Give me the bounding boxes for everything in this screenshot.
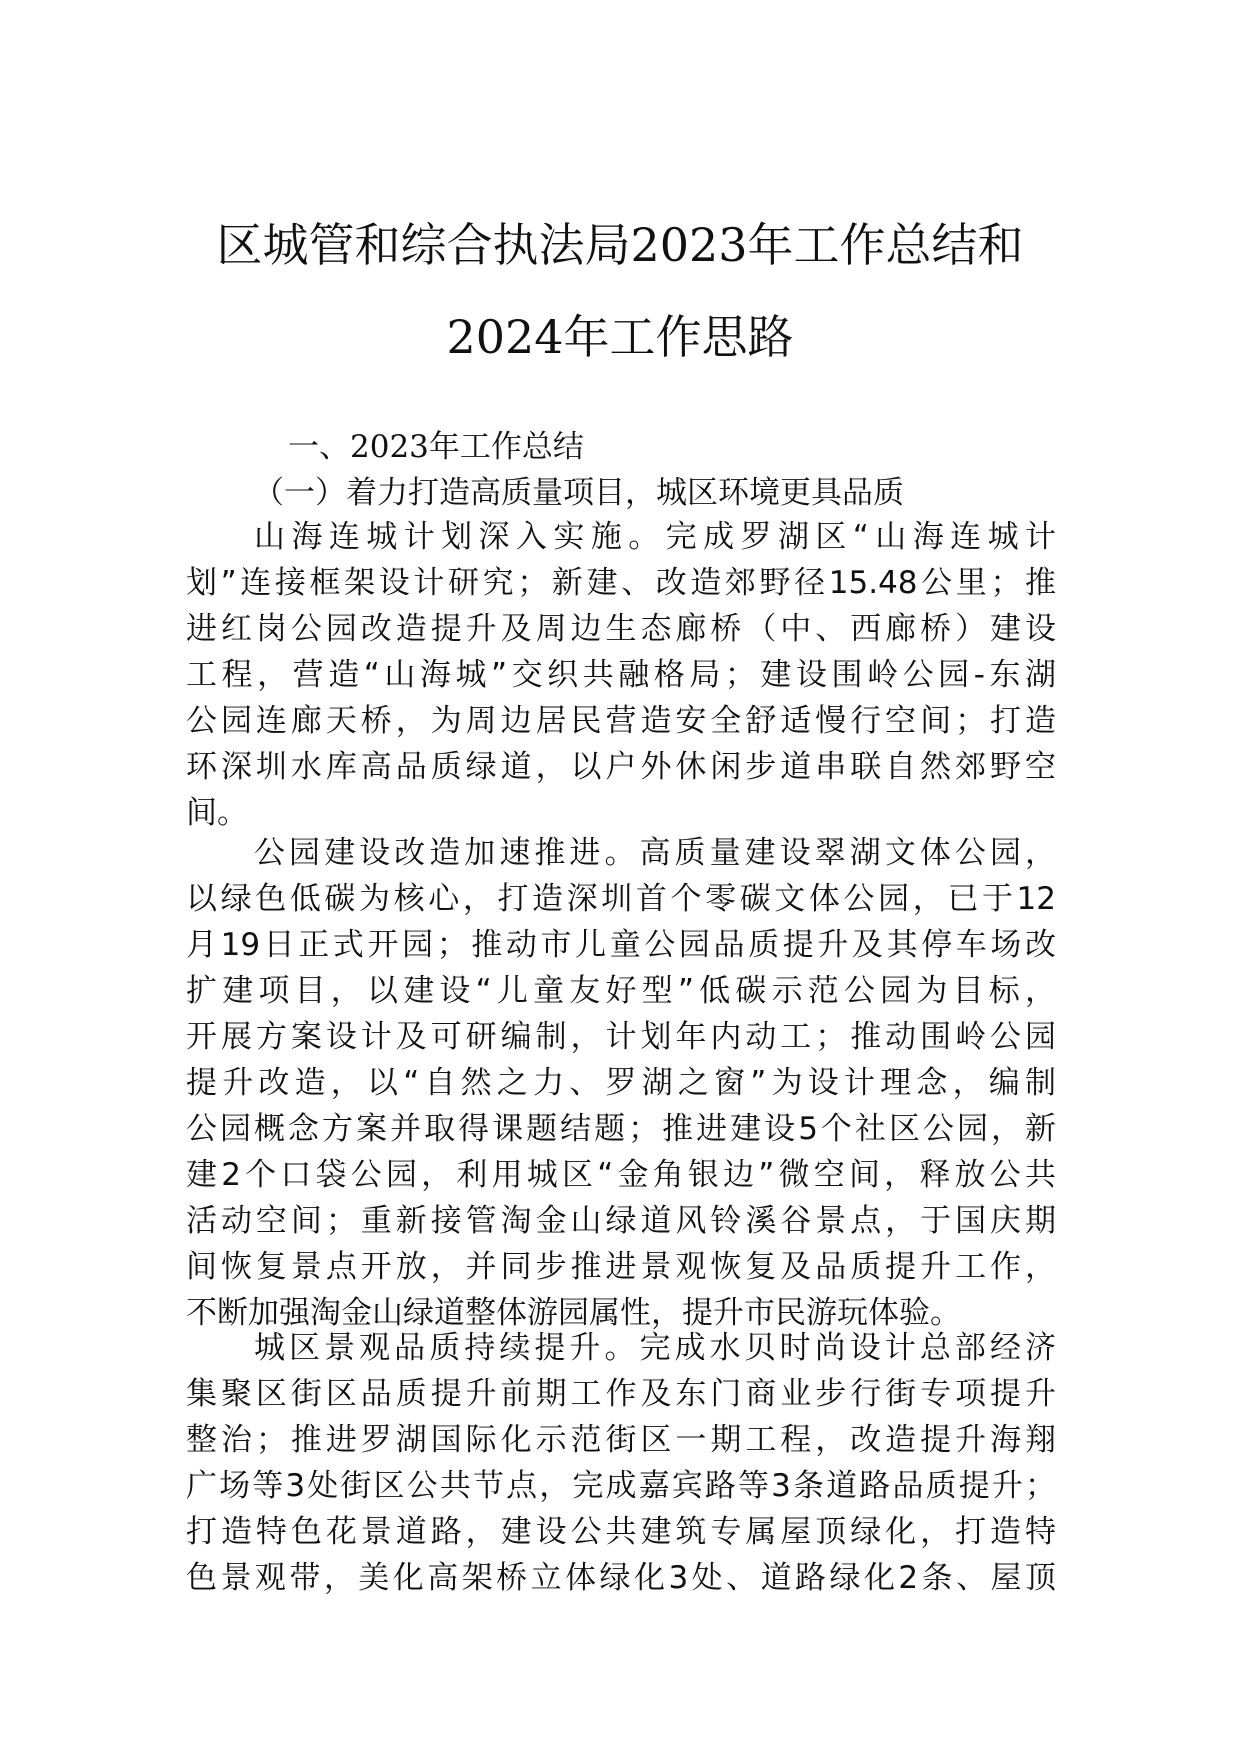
- section-heading: 一、2023年工作总结: [288, 429, 584, 465]
- subsection-heading: （一）着力打造高质量项目，城区环境更具品质: [253, 475, 904, 511]
- document-title-line-2: 2024年工作思路: [446, 310, 794, 364]
- paragraph-line: 公园连廊天桥，为周边居民营造安全舒适慢行空间；打造: [186, 703, 1056, 739]
- paragraph-line: 公园建设改造加速推进。高质量建设翠湖文体公园，: [254, 835, 1056, 871]
- paragraph-line: 间恢复景点开放，并同步推进景观恢复及品质提升工作，: [186, 1249, 1056, 1285]
- paragraph-line: 活动空间；重新接管淘金山绿道风铃溪谷景点，于国庆期: [186, 1203, 1056, 1239]
- paragraph-line: 整治；推进罗湖国际化示范街区一期工程，改造提升海翔: [186, 1422, 1056, 1458]
- paragraph-line: 开展方案设计及可研编制，计划年内动工；推动围岭公园: [186, 1019, 1056, 1055]
- paragraph-line: 提升改造，以“自然之力、罗湖之窗”为设计理念，编制: [186, 1065, 1056, 1101]
- paragraph-line: 以绿色低碳为核心，打造深圳首个零碳文体公园，已于12: [186, 881, 1056, 917]
- paragraph-line: 打造特色花景道路，建设公共建筑专属屋顶绿化，打造特: [186, 1514, 1056, 1550]
- paragraph-line: 间。: [186, 795, 248, 831]
- paragraph-line: 工程，营造“山海城”交织共融格局；建设围岭公园-东湖: [186, 657, 1056, 693]
- paragraph-urban-landscape: [186, 1325, 1056, 1601]
- paragraph-line: 扩建项目，以建设“儿童友好型”低碳示范公园为目标，: [186, 973, 1056, 1009]
- paragraph-line: 建2个口袋公园，利用城区“金角银边”微空间，释放公共: [186, 1157, 1056, 1193]
- paragraph-line: 进红岗公园改造提升及周边生态廊桥（中、西廊桥）建设: [186, 611, 1056, 647]
- paragraph-mountain-sea-plan: [186, 514, 1056, 836]
- paragraph-park-construction: [186, 830, 1056, 1336]
- paragraph-line: 集聚区街区品质提升前期工作及东门商业步行街专项提升: [186, 1376, 1056, 1412]
- paragraph-line: 广场等3处街区公共节点，完成嘉宾路等3条道路品质提升；: [186, 1468, 1056, 1504]
- paragraph-line: 城区景观品质持续提升。完成水贝时尚设计总部经济: [254, 1330, 1056, 1366]
- paragraph-line: 月19日正式开园；推动市儿童公园品质提升及其停车场改: [186, 927, 1056, 963]
- paragraph-line: 山海连城计划深入实施。完成罗湖区“山海连城计: [254, 519, 1056, 555]
- paragraph-line: 公园概念方案并取得课题结题；推进建设5个社区公园，新: [186, 1111, 1056, 1147]
- document-title-line-1: 区城管和综合执法局2023年工作总结和: [216, 218, 1024, 272]
- paragraph-line: 色景观带，美化高架桥立体绿化3处、道路绿化2条、屋顶: [186, 1560, 1056, 1596]
- paragraph-line: 环深圳水库高品质绿道，以户外休闲步道串联自然郊野空: [186, 749, 1056, 785]
- paragraph-line: 不断加强淘金山绿道整体游园属性，提升市民游玩体验。: [186, 1295, 961, 1331]
- paragraph-line: 划”连接框架设计研究；新建、改造郊野径15.48公里；推: [186, 565, 1056, 601]
